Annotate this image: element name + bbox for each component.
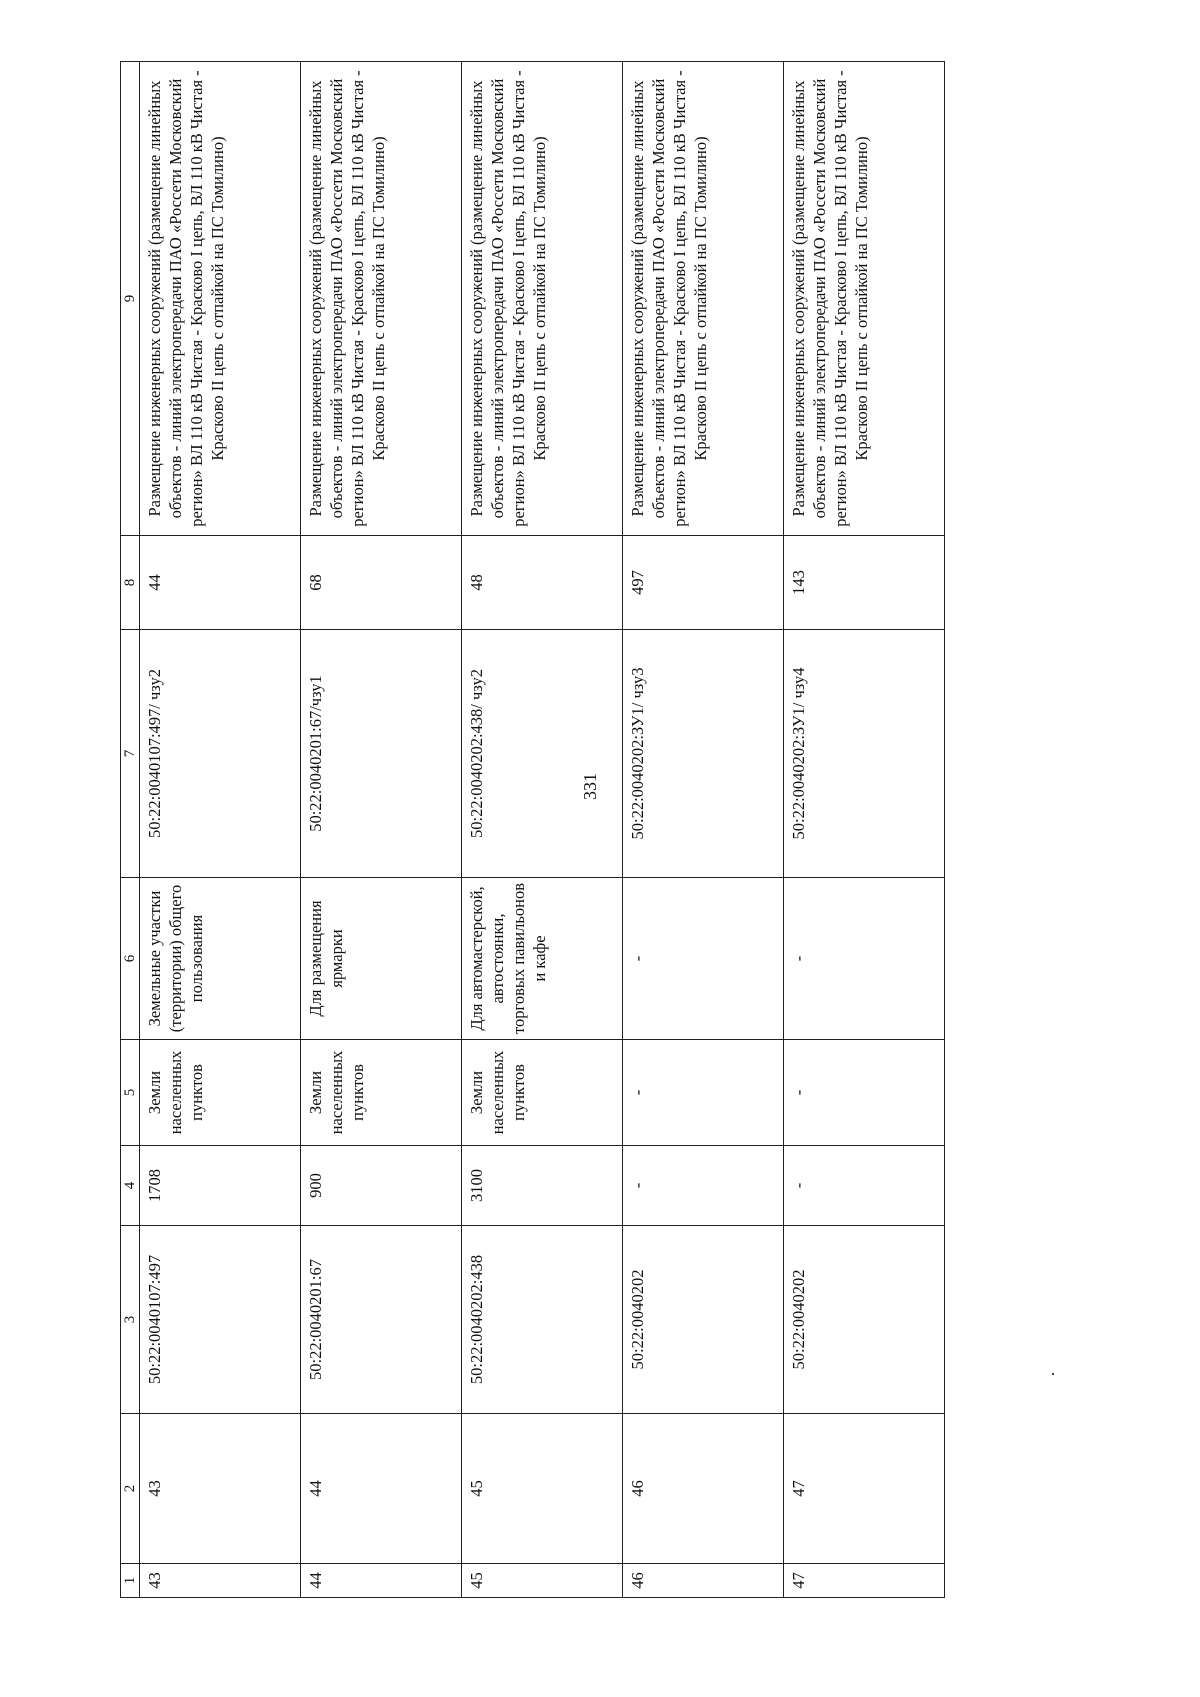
- column-number-cell: 5: [121, 1040, 140, 1146]
- table-row: [301, 62, 462, 1598]
- cadastral-number-cell: 50:22:0040202:438: [462, 1226, 623, 1414]
- row-number-cell: 47: [784, 1564, 945, 1598]
- land-category-cell: Земли населенных пунктов: [462, 1040, 623, 1146]
- servitude-designation-cell: 50:22:0040202:ЗУ1/ чзу3: [623, 630, 784, 878]
- plot-number-cell: 44: [301, 1414, 462, 1564]
- area-cell: 900: [301, 1146, 462, 1226]
- purpose-cell: Размещение инженерных сооружений (размещение линейных объектов - линий электропередачи ПАО «Россети Московский регион» ВЛ 110 кВ Чистая - Красково I цепь, ВЛ 110 кВ Чистая - Красково II цепь с отпайкой на ПС Томилино): [462, 62, 623, 536]
- row-number-cell: 46: [623, 1564, 784, 1598]
- servitude-area-cell: 44: [140, 536, 301, 630]
- servitude-area-cell: 48: [462, 536, 623, 630]
- cadastral-number-cell: 50:22:0040201:67: [301, 1226, 462, 1414]
- rotated-table-container: [120, 62, 960, 1598]
- permitted-use-cell: -: [784, 878, 945, 1040]
- servitude-area-cell: 68: [301, 536, 462, 630]
- page-number: 331: [580, 773, 600, 800]
- row-number-cell: 45: [462, 1564, 623, 1598]
- permitted-use-cell: Для размещения ярмарки: [301, 878, 462, 1040]
- land-category-cell: -: [623, 1040, 784, 1146]
- permitted-use-cell: Для автомастерской, автостоянки, торговых павильонов и кафе: [462, 878, 623, 1040]
- scan-speck: [1052, 1373, 1054, 1375]
- column-number-row: [121, 62, 140, 1598]
- purpose-cell: Размещение инженерных сооружений (размещение линейных объектов - линий электропередачи ПАО «Россети Московский регион» ВЛ 110 кВ Чистая - Красково I цепь, ВЛ 110 кВ Чистая - Красково II цепь с отпайкой на ПС Томилино): [140, 62, 301, 536]
- column-number-cell: 2: [121, 1414, 140, 1564]
- cadastral-number-cell: 50:22:0040202: [623, 1226, 784, 1414]
- area-cell: 3100: [462, 1146, 623, 1226]
- column-number-cell: 3: [121, 1226, 140, 1414]
- table-row: [462, 62, 623, 1598]
- column-number-cell: 7: [121, 630, 140, 878]
- servitude-designation-cell: 50:22:0040201:67/чзу1: [301, 630, 462, 878]
- plot-number-cell: 45: [462, 1414, 623, 1564]
- column-number-cell: 6: [121, 878, 140, 1040]
- table-row: [140, 62, 301, 1598]
- permitted-use-cell: Земельные участки (территории) общего пользования: [140, 878, 301, 1040]
- servitude-designation-cell: 50:22:0040202:ЗУ1/ чзу4: [784, 630, 945, 878]
- land-category-cell: Земли населенных пунктов: [301, 1040, 462, 1146]
- purpose-cell: Размещение инженерных сооружений (размещение линейных объектов - линий электропередачи ПАО «Россети Московский регион» ВЛ 110 кВ Чистая - Красково I цепь, ВЛ 110 кВ Чистая - Красково II цепь с отпайкой на ПС Томилино): [623, 62, 784, 536]
- row-number-cell: 43: [140, 1564, 301, 1598]
- column-number-cell: 8: [121, 536, 140, 630]
- column-number-cell: 1: [121, 1564, 140, 1598]
- cadastral-number-cell: 50:22:0040107:497: [140, 1226, 301, 1414]
- permitted-use-cell: -: [623, 878, 784, 1040]
- plot-number-cell: 47: [784, 1414, 945, 1564]
- servitude-area-cell: 497: [623, 536, 784, 630]
- servitude-designation-cell: 50:22:0040202:438/ чзу2: [462, 630, 623, 878]
- area-cell: -: [784, 1146, 945, 1226]
- table-row: [623, 62, 784, 1598]
- plot-number-cell: 46: [623, 1414, 784, 1564]
- column-number-cell: 9: [121, 62, 140, 536]
- cadastral-number-cell: 50:22:0040202: [784, 1226, 945, 1414]
- area-cell: 1708: [140, 1146, 301, 1226]
- purpose-cell: Размещение инженерных сооружений (размещение линейных объектов - линий электропередачи ПАО «Россети Московский регион» ВЛ 110 кВ Чистая - Красково I цепь, ВЛ 110 кВ Чистая - Красково II цепь с отпайкой на ПС Томилино): [784, 62, 945, 536]
- land-category-cell: Земли населенных пунктов: [140, 1040, 301, 1146]
- row-number-cell: 44: [301, 1564, 462, 1598]
- land-plot-table: [120, 61, 945, 1598]
- column-number-cell: 4: [121, 1146, 140, 1226]
- servitude-designation-cell: 50:22:0040107:497/ чзу2: [140, 630, 301, 878]
- plot-number-cell: 43: [140, 1414, 301, 1564]
- purpose-cell: Размещение инженерных сооружений (размещение линейных объектов - линий электропередачи ПАО «Россети Московский регион» ВЛ 110 кВ Чистая - Красково I цепь, ВЛ 110 кВ Чистая - Красково II цепь с отпайкой на ПС Томилино): [301, 62, 462, 536]
- servitude-area-cell: 143: [784, 536, 945, 630]
- land-category-cell: -: [784, 1040, 945, 1146]
- area-cell: -: [623, 1146, 784, 1226]
- table-row: [784, 62, 945, 1598]
